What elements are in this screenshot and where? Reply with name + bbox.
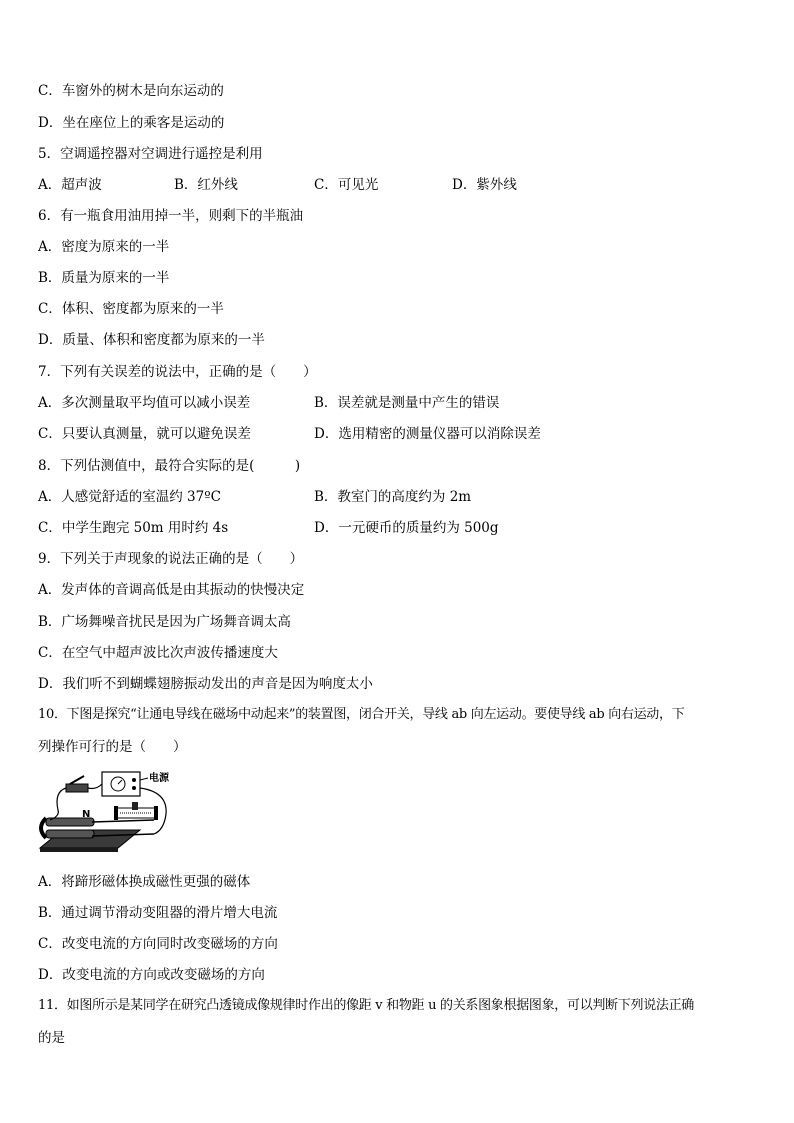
q8-options-row2 <box>38 519 758 537</box>
q6-option-d: D．质量、体积和密度都为原来的一半 <box>38 332 265 348</box>
q7-options-row2 <box>38 425 758 443</box>
q8-options-row1 <box>38 488 758 506</box>
q8-option-b: B．教室门的高度约为 2m <box>314 489 472 505</box>
q11-stem-continued: 的是 <box>38 1030 65 1046</box>
q8-option-c: C．中学生跑完 50m 用时约 4s <box>38 520 229 536</box>
q7-option-a: A．多次测量取平均值可以减小误差 <box>38 395 251 411</box>
q5-options <box>38 176 758 194</box>
q6-option-c: C．体积、密度都为原来的一半 <box>38 301 224 317</box>
q9-option-a: A．发声体的音调高低是由其振动的快慢决定 <box>38 582 305 598</box>
motor-apparatus-figure <box>36 770 186 860</box>
q8-option-a: A．人感觉舒适的室温约 37ºC <box>38 489 221 505</box>
q9-option-d: D．我们听不到蝴蝶翅膀振动发出的声音是因为响度太小 <box>38 676 373 692</box>
q5-stem: 5．空调遥控器对空调进行遥控是利用 <box>38 146 263 162</box>
q9-option-b: B．广场舞噪音扰民是因为广场舞音调太高 <box>38 614 291 630</box>
q5-option-d: D．紫外线 <box>452 177 517 193</box>
q10-stem-continued: 列操作可行的是（ ） <box>38 739 187 755</box>
q8-option-d: D．一元硬币的质量约为 500g <box>314 520 499 536</box>
q10-option-c: C．改变电流的方向同时改变磁场的方向 <box>38 936 278 952</box>
q6-option-b: B．质量为原来的一半 <box>38 270 170 286</box>
q7-stem: 7．下列有关误差的说法中，正确的是（ ） <box>38 364 317 380</box>
q5-option-c: C．可见光 <box>314 177 379 193</box>
q4-option-c: C．车窗外的树木是向东运动的 <box>38 83 224 99</box>
q10-option-b: B．通过调节滑动变阻器的滑片增大电流 <box>38 905 278 921</box>
q4-option-d: D．坐在座位上的乘客是运动的 <box>38 115 225 131</box>
q9-stem: 9．下列关于声现象的说法正确的是（ ） <box>38 551 304 567</box>
power-label: 电源 <box>149 773 169 784</box>
q10-option-a: A．将蹄形磁体换成磁性更强的磁体 <box>38 874 251 890</box>
q7-option-d: D．选用精密的测量仪器可以消除误差 <box>314 426 541 442</box>
q11-stem: 11．如图所示是某同学在研究凸透镜成像规律时作出的像距 v 和物距 u 的关系图象根据图象，可以判断下列说法正确 <box>38 998 694 1013</box>
q6-stem: 6．有一瓶食用油用掉一半，则剩下的半瓶油 <box>38 208 304 224</box>
q5-option-b: B．红外线 <box>174 177 238 193</box>
q7-option-c: C．只要认真测量，就可以避免误差 <box>38 426 251 442</box>
q7-options-row1 <box>38 394 758 412</box>
q8-stem: 8．下列估测值中，最符合实际的是( ) <box>38 458 301 474</box>
apparatus-drawing <box>36 770 186 860</box>
q6-option-a: A．密度为原来的一半 <box>38 239 170 255</box>
q7-option-b: B．误差就是测量中产生的错误 <box>314 395 500 411</box>
q9-option-c: C．在空气中超声波比次声波传播速度大 <box>38 645 278 661</box>
q5-option-a: A．超声波 <box>38 177 102 193</box>
q10-stem: 10．下图是探究“让通电导线在磁场中动起来”的装置图，闭合开关，导线 ab 向左运动。要使导线 ab 向右运动，下 <box>38 707 685 722</box>
magnet-n-label: N <box>82 809 91 820</box>
q10-option-d: D．改变电流的方向或改变磁场的方向 <box>38 967 265 983</box>
